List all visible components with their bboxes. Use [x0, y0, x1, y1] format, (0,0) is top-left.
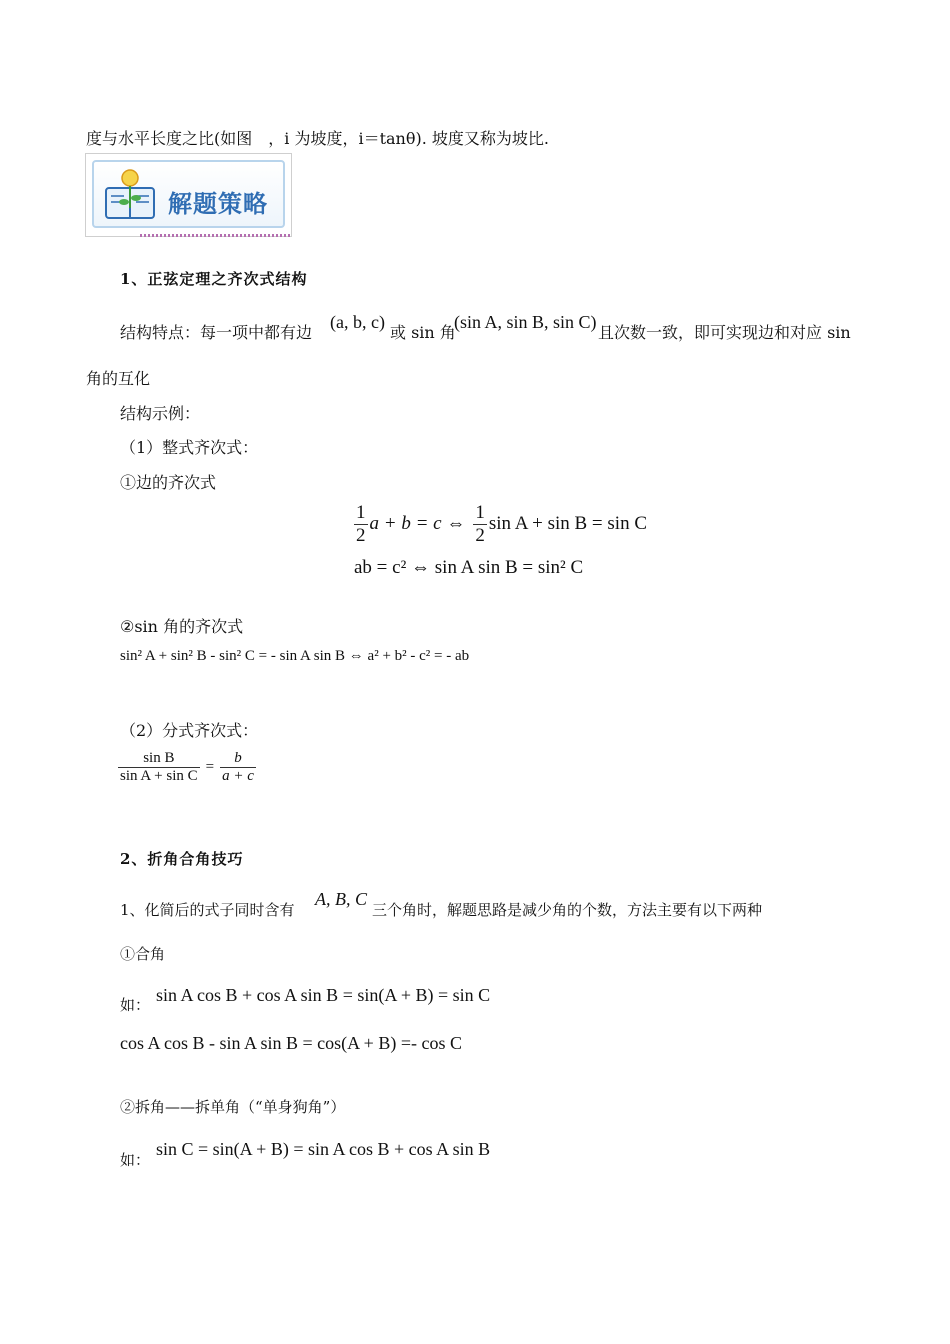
fraction-half-right [473, 502, 487, 547]
fraction-denominator: 2 [356, 524, 366, 546]
subsection-1: （1）整式齐次式： [120, 438, 259, 457]
line1-angles: A, B, C [315, 889, 367, 909]
strategy-banner [85, 153, 292, 237]
fraction-denominator: 2 [475, 524, 485, 546]
intro-line: 度与水平长度之比(如图 ，i 为坡度，i＝tanθ). 坡度又称为坡比. [86, 129, 549, 148]
feature-math-sides: (a, b, c) [330, 312, 385, 332]
fraction-numerator: b [234, 750, 242, 766]
fraction-sine [118, 750, 200, 786]
item-split-angle: ②拆角——拆单角（“单身狗角”） [120, 1098, 346, 1116]
banner-title: 解题策略 [168, 190, 268, 218]
feature-mid: 或 sin 角 [390, 323, 456, 342]
fraction-half-left [354, 502, 368, 547]
fraction-sides [220, 750, 256, 786]
line1-suffix: 三个角时，解题思路是减少角的个数，方法主要有以下两种 [372, 901, 763, 919]
equation-3: sin² A + sin² B - sin² C = - sin A sin B ⇔ a² + b² - c² = - ab [120, 648, 470, 664]
equation-2: ab = c² ⇔ sin A sin B = sin² C [354, 557, 584, 578]
fraction-denominator: a + c [222, 768, 254, 785]
feature-continuation: 角的互化 [86, 369, 151, 388]
item-side-homogeneous: ①边的齐次式 [120, 473, 217, 492]
fraction-numerator: sin B [143, 750, 175, 766]
line1-prefix: 1、化简后的式子同时含有 [120, 901, 295, 919]
fraction-equation [118, 750, 256, 786]
banner-frame [92, 160, 285, 228]
example-ru-1: 如： [120, 996, 151, 1014]
book-lightbulb-icon [102, 166, 158, 224]
equation-1 [354, 502, 647, 547]
equation-5: cos A cos B - sin A sin B = cos(A + B) =- cos C [120, 1033, 462, 1053]
section1-heading: 1、正弦定理之齐次式结构 [120, 270, 308, 288]
equation-1-mid: a + b = c ⇔ [369, 513, 466, 535]
example-ru-2: 如： [120, 1151, 151, 1169]
feature-prefix: 结构特点：每一项中都有边 [120, 323, 313, 342]
subsection-2: （2）分式齐次式： [120, 721, 259, 740]
section2-heading: 2、折角合角技巧 [120, 850, 244, 868]
item-combine-angle: ①合角 [120, 945, 166, 963]
example-label: 结构示例： [120, 404, 201, 423]
equals-sign: = [205, 759, 215, 776]
fraction-denominator: sin A + sin C [120, 768, 198, 785]
feature-math-sines: (sin A, sin B, sin C) [454, 312, 597, 332]
fraction-numerator: 1 [356, 502, 366, 523]
banner-decoration [140, 234, 290, 237]
equation-1-right: sin A + sin B = sin C [488, 513, 647, 535]
feature-suffix: 且次数一致，即可实现边和对应 sin [598, 323, 851, 342]
equation-6: sin C = sin(A + B) = sin A cos B + cos A sin B [156, 1139, 491, 1159]
fraction-numerator: 1 [475, 502, 485, 523]
equation-4: sin A cos B + cos A sin B = sin(A + B) = sin C [156, 985, 491, 1005]
item-sine-homogeneous: ②sin 角的齐次式 [120, 617, 244, 636]
